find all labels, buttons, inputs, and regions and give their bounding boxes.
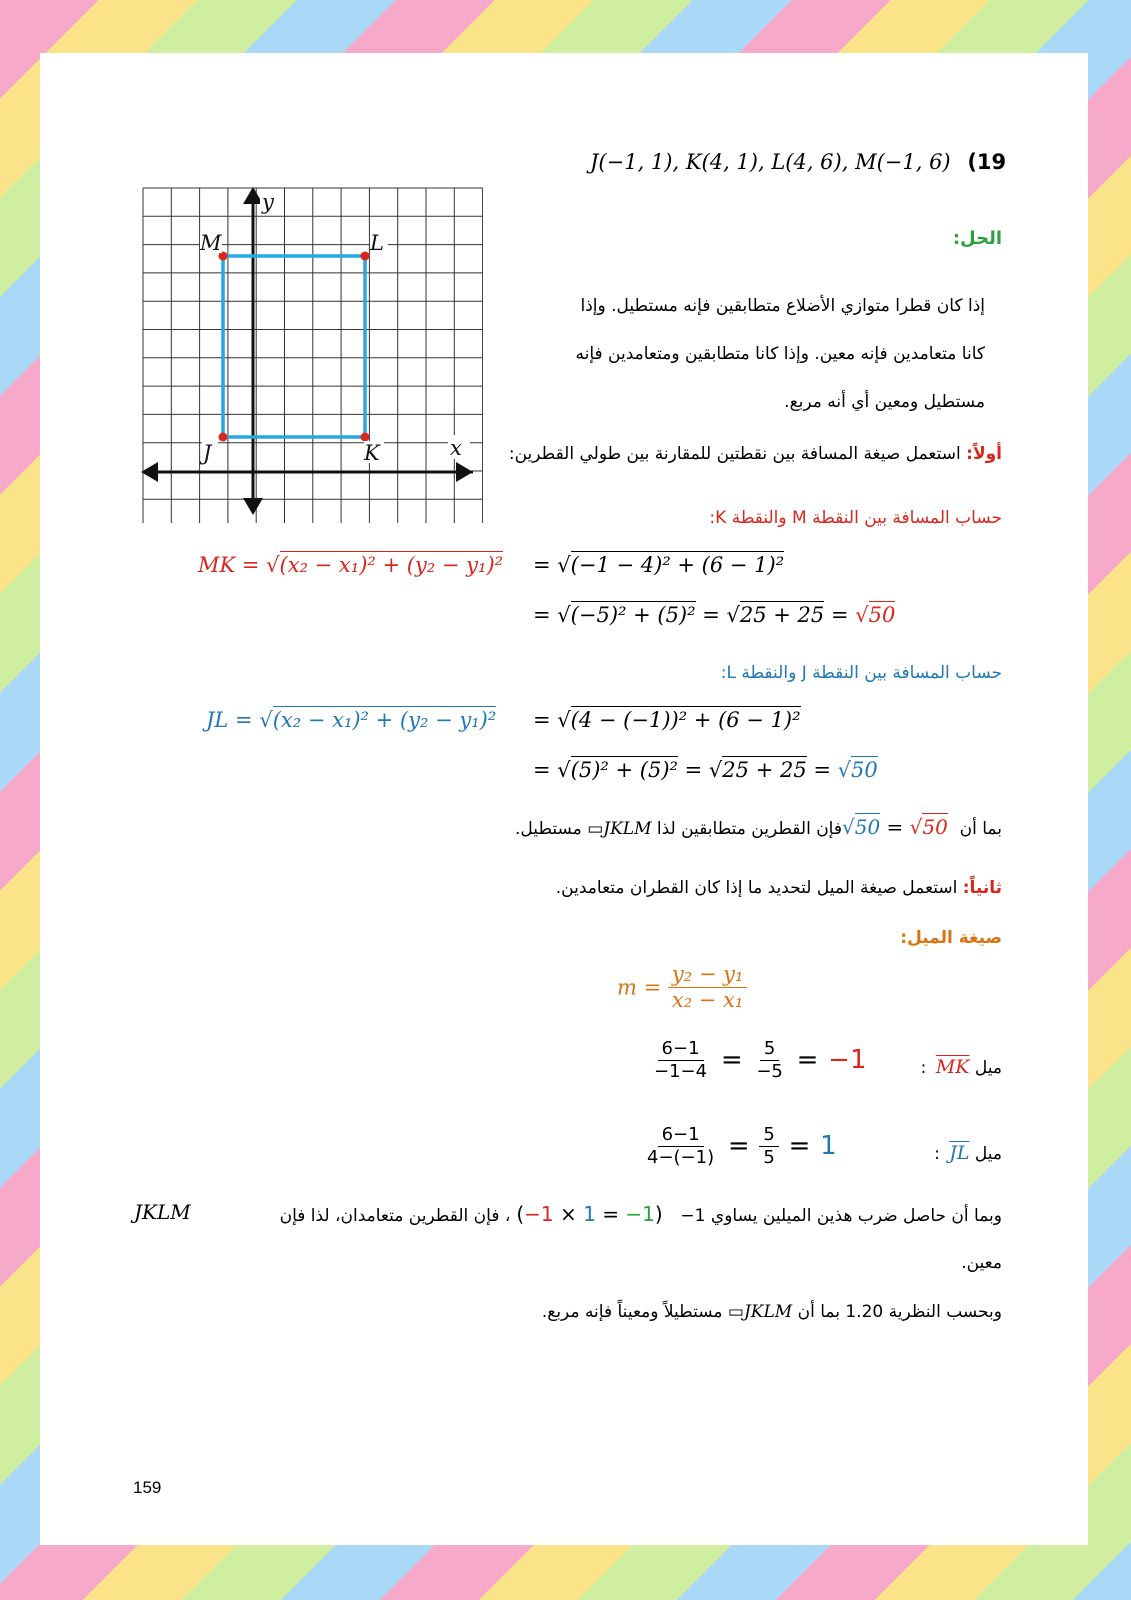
solution-paragraph [515, 282, 985, 426]
conclusion-2 [280, 1202, 1002, 1226]
x-axis-arrow-left [141, 462, 158, 482]
conclusion2-v3: −1 [625, 1202, 655, 1226]
conclusion1-blue-val: 50 [854, 815, 881, 839]
mk-step2-body2: 25 + 25 [739, 603, 825, 627]
jl-step2-result: 50 [851, 758, 878, 782]
paragraph-line-3: مستطيل ومعين أي أنه مربع. [784, 392, 985, 412]
solution-label: الحل: [952, 228, 1002, 249]
label-k: K [364, 441, 380, 465]
slope-heading: صيغة الميل: [900, 928, 1002, 948]
jl-step1-body: (4 − (−1))² + (6 − 1)² [570, 708, 801, 732]
slope-m-den: x₂ − x₁ [671, 988, 744, 1013]
problem-number: (19 [967, 150, 1007, 174]
mk-step2-result: 50 [868, 603, 896, 627]
jl-slope-result: 1 [820, 1131, 837, 1162]
conclusion1-prefix: بما أن [959, 819, 1002, 839]
jl-slope-calc [643, 1124, 837, 1168]
jl-formula: JL = √(x₂ − x₁)² + (y₂ − y₁)² [206, 708, 497, 732]
mk-step1-body: (−1 − 4)² + (6 − 1)² [570, 553, 785, 577]
conclusion2-v2: 1 [583, 1202, 596, 1226]
jl-slope-segment: JL [949, 1142, 970, 1164]
conclusion1-eq: = [880, 815, 910, 839]
problem-points: J(−1, 1), K(4, 1), L(4, 6), M(−1, 6) [590, 150, 951, 174]
conclusion2-v1: −1 [524, 1202, 554, 1226]
label-m: M [200, 231, 222, 255]
mk-slope-den2: −5 [756, 1060, 783, 1082]
jl-slope-colon: : [934, 1144, 940, 1164]
jl-heading: حساب المسافة بين النقطة J والنقطة L: [720, 663, 1002, 683]
conclusion1-red-val: 50 [922, 815, 948, 839]
jl-slope-label [934, 1142, 1002, 1164]
final-shape: ▭JKLM [727, 1302, 793, 1322]
jl-formula-body: (x₂ − x₁)² + (y₂ − y₁)² [272, 708, 497, 732]
final-text-a: وبحسب النظرية 1.20 بما أن [797, 1302, 1002, 1322]
conclusion2-times: × [553, 1202, 584, 1226]
second-label: ثانياً: [962, 878, 1002, 898]
mk-slope-eq1: = [720, 1045, 743, 1076]
mk-slope-label [921, 1056, 1002, 1078]
first-text: استعمل صيغة المسافة بين نقطتين للمقارنة بين طولي القطرين: [508, 444, 961, 464]
conclusion1-shape: ▭JKLM [587, 819, 652, 839]
jl-step2-prefix: = [533, 758, 558, 782]
mk-step2-body: (−5)² + (5)² [570, 603, 696, 627]
page-number: 159 [133, 1478, 162, 1497]
conclusion-1: بما أن √50 = √50 فإن القطرين متطابقين لذا ▭JKLM مستطيل. [515, 815, 1002, 839]
mk-formula-body: (x₂ − x₁)² + (y₂ − y₁)² [279, 553, 504, 577]
conclusion2-text-b: ، فإن القطرين متعامدان، لذا فإن [279, 1206, 511, 1226]
second-text: استعمل صيغة الميل لتحديد ما إذا كان القطران متعامدين. [555, 878, 958, 898]
jl-step2-body2: 25 + 25 [722, 758, 807, 782]
mk-slope-eq2: = [796, 1045, 819, 1076]
mk-slope-word: ميل [974, 1058, 1002, 1078]
jl-step-1: = √(4 − (−1))² + (6 − 1)² [533, 708, 801, 732]
jl-slope-den2: 5 [763, 1146, 775, 1168]
label-l: L [370, 231, 384, 255]
final-text-b: مستطيلاً ومعيناً فإنه مربع. [541, 1302, 723, 1322]
conclusion2-shape: JKLM [134, 1200, 191, 1224]
rectangle-jklm [223, 256, 365, 437]
x-axis-label: x [450, 436, 462, 460]
mk-heading: حساب المسافة بين النقطة M والنقطة K: [709, 508, 1002, 528]
jl-slope-num: 6−1 [658, 1124, 704, 1147]
conclusion2-close: ) [654, 1202, 663, 1226]
jl-formula-lhs: JL = [206, 708, 260, 732]
mk-step-1: = √(−1 − 4)² + (6 − 1)² [533, 553, 785, 577]
first-label: أولاً: [966, 444, 1002, 464]
jl-slope-den: 4−(−1) [647, 1146, 715, 1168]
jl-slope-num2: 5 [759, 1124, 778, 1147]
conclusion1-end: مستطيل. [515, 819, 582, 839]
second-step [556, 878, 1002, 898]
slope-m-num: y₂ − y₁ [668, 962, 748, 988]
paragraph-line-2: كانا متعامدين فإنه معين. وإذا كانا متطابقين ومتعامدين فإنه [575, 344, 985, 364]
conclusion2-eq: = [595, 1202, 626, 1226]
jl-slope-eq2: = [788, 1131, 811, 1162]
jl-slope-word: ميل [974, 1144, 1002, 1164]
mk-slope-calc [650, 1038, 866, 1082]
conclusion2-open: ( [516, 1202, 525, 1226]
mk-step1-prefix: = [533, 553, 558, 577]
slope-fraction [668, 962, 748, 1013]
jl-step2-eq: = [806, 758, 838, 782]
jl-slope-eq1: = [727, 1131, 750, 1162]
coordinate-graph [138, 183, 483, 523]
mk-step2-prefix: = [533, 603, 558, 627]
jl-step2-mid: = [677, 758, 709, 782]
first-step [509, 444, 1002, 464]
mk-slope-den: −1−4 [654, 1060, 708, 1082]
x-axis-arrow-right [456, 462, 473, 482]
conclusion2-line2: معين. [961, 1253, 1002, 1273]
jl-step2-body: (5)² + (5)² [570, 758, 678, 782]
conclusion2-text-a: وبما أن حاصل ضرب هذين الميلين يساوي 1− [680, 1206, 1002, 1226]
mk-step2-eq: = [824, 603, 856, 627]
mk-slope-segment: MK [935, 1056, 970, 1078]
y-axis-label: y [262, 190, 274, 214]
problem-header [590, 150, 1006, 174]
final-statement [542, 1302, 1002, 1322]
mk-formula: MK = √(x₂ − x₁)² + (y₂ − y₁)² [198, 553, 504, 577]
point-l [361, 252, 370, 261]
y-axis-arrow-down [243, 498, 263, 515]
slope-m-lhs: m = [617, 975, 668, 1000]
point-j [219, 433, 228, 442]
mk-slope-num: 6−1 [658, 1038, 704, 1061]
mk-step2-mid: = [695, 603, 727, 627]
slope-formula [617, 962, 747, 1013]
mk-slope-num2: 5 [760, 1038, 779, 1061]
jl-step1-prefix: = [533, 708, 558, 732]
jl-step-2: = √(5)² + (5)² = √25 + 25 = √50 [533, 758, 878, 782]
mk-formula-lhs: MK = [198, 553, 267, 577]
mk-slope-colon: : [920, 1058, 927, 1078]
conclusion1-suffix: فإن القطرين متطابقين لذا [656, 819, 842, 839]
paragraph-line-1: إذا كان قطرا متوازي الأضلاع متطابقين فإنه مستطيل. وإذا [580, 296, 985, 316]
mk-step-2: = √(−5)² + (5)² = √25 + 25 = √50 [533, 603, 896, 627]
mk-slope-result: −1 [828, 1045, 867, 1076]
label-j: J [203, 441, 212, 465]
